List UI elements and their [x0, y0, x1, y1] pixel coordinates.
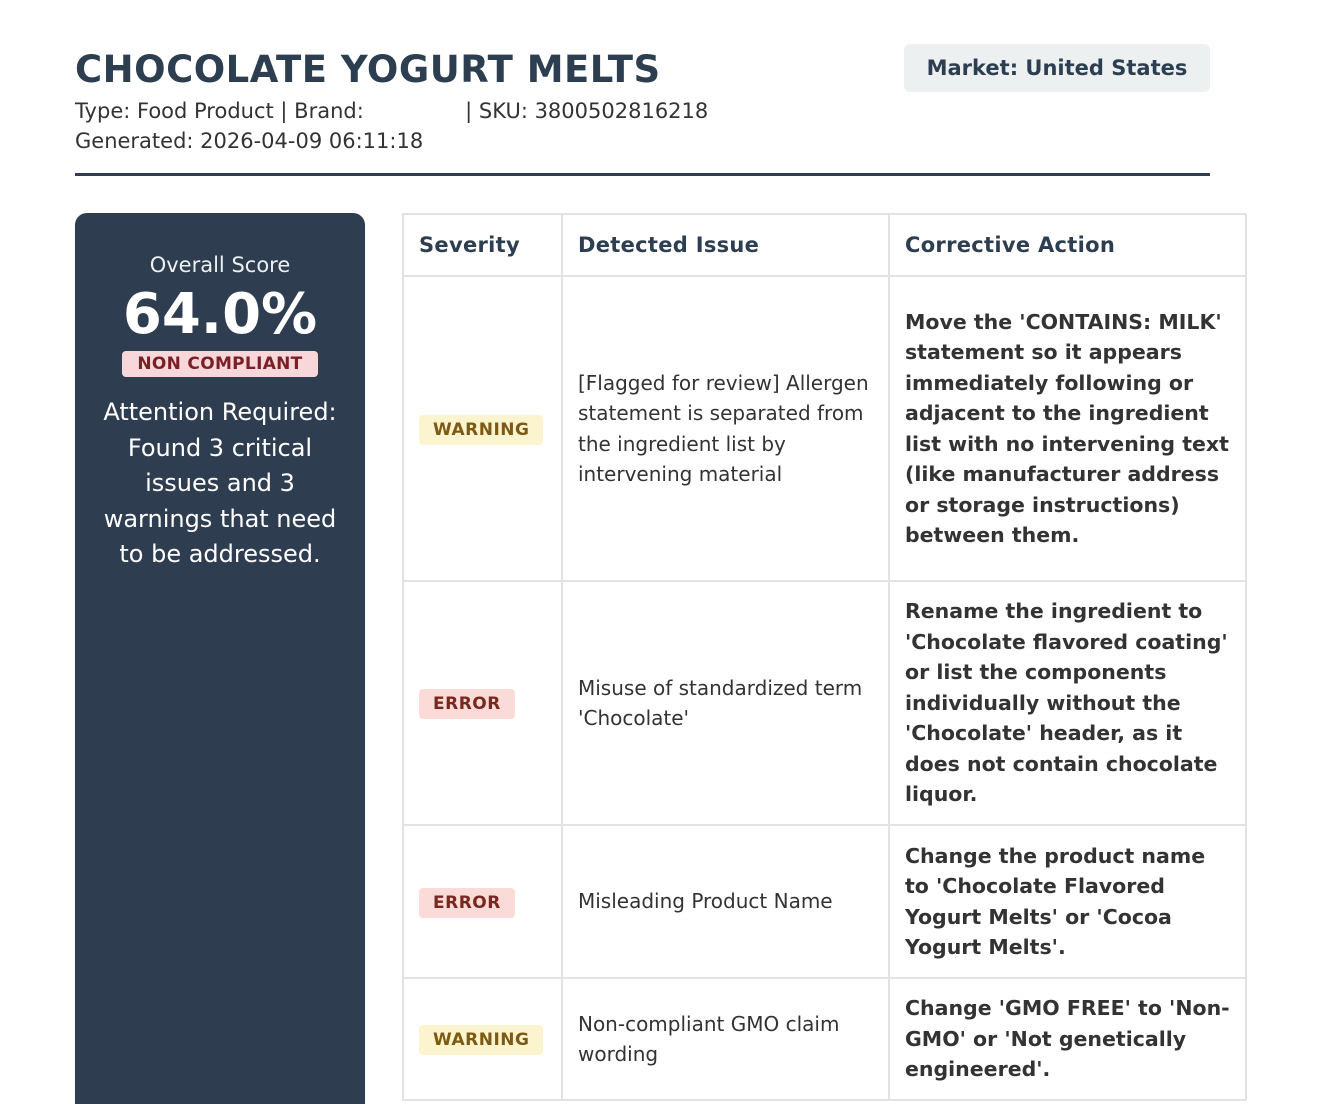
score-value: 64.0% — [122, 282, 318, 347]
severity-cell — [403, 978, 562, 1100]
product-type-brand-label: Type: Food Product | Brand: — [75, 99, 371, 123]
table-row — [403, 825, 1246, 978]
action-cell: Move the 'CONTAINS: MILK' statement so it appears immediately following or adjacent to the ingredient list with no intervening text (like manufacturer address or storage instructions) between them. — [889, 276, 1246, 581]
severity-badge-warning: WARNING — [419, 415, 543, 445]
action-cell: Change the product name to 'Chocolate Flavored Yogurt Melts' or 'Cocoa Yogurt Melts'. — [889, 825, 1246, 978]
product-type-line — [75, 96, 708, 126]
score-card — [75, 213, 365, 1104]
action-cell: Rename the ingredient to 'Chocolate flavored coating' or list the components individually without the 'Chocolate' header, as it does not contain chocolate liquor. — [889, 581, 1246, 825]
table-row — [403, 978, 1246, 1100]
header-detected-issue: Detected Issue — [562, 214, 889, 276]
severity-badge-warning: WARNING — [419, 1025, 543, 1055]
issues-table — [402, 213, 1247, 1101]
severity-badge-error: ERROR — [419, 689, 515, 719]
table-header-row — [403, 214, 1246, 276]
severity-cell — [403, 825, 562, 978]
generated-timestamp: Generated: 2026-04-09 06:11:18 — [75, 129, 424, 153]
table-row — [403, 276, 1246, 581]
severity-cell — [403, 276, 562, 581]
issue-cell: Misleading Product Name — [562, 825, 889, 978]
severity-badge-error: ERROR — [419, 888, 515, 918]
header-divider — [75, 173, 1210, 176]
table-row — [403, 581, 1246, 825]
market-badge: Market: United States — [904, 44, 1210, 92]
header-corrective-action: Corrective Action — [889, 214, 1246, 276]
action-cell: Change 'GMO FREE' to 'Non-GMO' or 'Not genetically engineered'. — [889, 978, 1246, 1100]
severity-cell — [403, 581, 562, 825]
issue-cell: [Flagged for review] Allergen statement is separated from the ingredient list by intervening material — [562, 276, 889, 581]
issue-cell: Misuse of standardized term 'Chocolate' — [562, 581, 889, 825]
issue-cell: Non-compliant GMO claim wording — [562, 978, 889, 1100]
product-title: CHOCOLATE YOGURT MELTS — [75, 48, 661, 91]
compliance-status-badge: NON COMPLIANT — [122, 351, 317, 377]
score-summary-note: Attention Required: Found 3 critical issues and 3 warnings that need to be addressed. — [103, 398, 337, 568]
header-severity: Severity — [403, 214, 562, 276]
product-sku: | SKU: 3800502816218 — [458, 99, 709, 123]
score-label: Overall Score — [149, 253, 291, 277]
brand-redacted — [370, 102, 458, 122]
product-meta — [75, 96, 708, 156]
